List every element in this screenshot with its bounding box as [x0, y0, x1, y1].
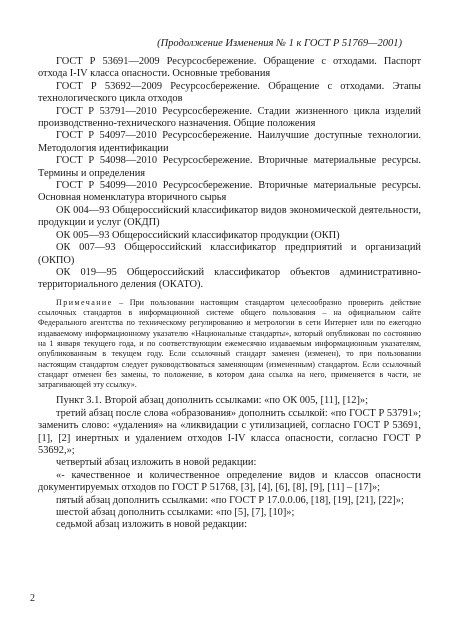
- amendment-paragraph: пятый абзац дополнить ссылками: «по ГОСТ Р 17.0.0.06, [18], [19], [21], [22]»;: [56, 494, 404, 506]
- reference-item: ГОСТ Р 53791—2010 Ресурсосбережение. Стадии жизненного цикла изделий производственно-технического назначения. Общие положения: [38, 105, 421, 130]
- reference-item: ГОСТ Р 53692—2009 Ресурсосбережение. Обращение с отходами. Этапы технологического цикла отходов: [38, 80, 421, 105]
- reference-item: ГОСТ Р 54097—2010 Ресурсосбережение. Наилучшие доступные технологии. Методология идентификации: [38, 130, 421, 154]
- amendment-paragraph: третий абзац после слова «образования» дополнить ссылкой: «по ГОСТ Р 53791»; заменить слово: «удаления» на «ликвидации с утилизацией, согласно ГОСТ Р 53691, [1], [2] инертных и удалением отходов I-IV класса опасности, согласно ГОСТ Р 53692,»;: [38, 407, 421, 457]
- amendment-paragraph: шестой абзац дополнить ссылками: «по [5], [7], [10]»;: [56, 507, 295, 519]
- amendment-paragraph: четвертый абзац изложить в новой редакции:: [56, 457, 257, 469]
- amendment-paragraph: «- качественное и количественное определение видов и классов опасности документируемых отходов по ГОСТ Р 51768, [3], [4], [6], [8], [9], [11] – [17]»;: [38, 469, 421, 494]
- reference-item: ГОСТ Р 54098—2010 Ресурсосбережение. Вторичные материальные ресурсы. Термины и определения: [38, 155, 421, 179]
- page-number: 2: [30, 593, 35, 604]
- reference-item: ОК 019—95 Общероссийский классификатор объектов административно-территориального деления (ОКАТО).: [38, 266, 421, 291]
- reference-item: ГОСТ Р 54099—2010 Ресурсосбережение. Вторичные материальные ресурсы. Основная номенклатура вторичного сырья: [38, 180, 421, 204]
- note-text: – При пользовании настоящим стандартом целесообразно проверить действие ссылочных стандартов в информационной системе общего пользования – на официальном сайте Федерального агентства по техническому регулированию и метрологии в сети Интернет или по ежегодно издаваемому информационному указателю «Национальные стандарты», который опубликован по состоянию на 1 января текущего года, и по соответствующим ежемесячно издаваемым информационным указателям, опубликованным в текущем году. Если ссылочный стандарт заменен (изменен), то при пользовании настоящим стандартом следует руководствоваться заменяющим (измененным) стандартом. Если ссылочный стандарт отменен без замены, то положение, в котором дана ссылка на него, применяется в части, не затрагивающей эту ссылку».: [38, 297, 421, 390]
- amendment-paragraph: Пункт 3.1. Второй абзац дополнить ссылками: «по ОК 005, [11], [12]»;: [56, 395, 369, 407]
- reference-item: ОК 004—93 Общероссийский классификатор видов экономической деятельности, продукции и услуг (ОКДП): [38, 204, 421, 229]
- note-paragraph: [38, 298, 421, 391]
- reference-item: ОК 007—93 Общероссийский классификатор предприятий и организаций (ОКПО): [38, 242, 421, 266]
- note-label: Примечание: [56, 297, 113, 307]
- reference-item: ОК 005—93 Общероссийский классификатор продукции (ОКП): [56, 229, 340, 241]
- reference-item: ГОСТ Р 53691—2009 Ресурсосбережение. Обращение с отходами. Паспорт отхода I-IV класса опасности. Основные требования: [38, 56, 421, 80]
- running-header: (Продолжение Изменения № 1 к ГОСТ Р 51769—2001): [157, 38, 402, 49]
- body-text: [38, 56, 421, 532]
- amendment-paragraph: седьмой абзац изложить в новой редакции:: [56, 519, 247, 531]
